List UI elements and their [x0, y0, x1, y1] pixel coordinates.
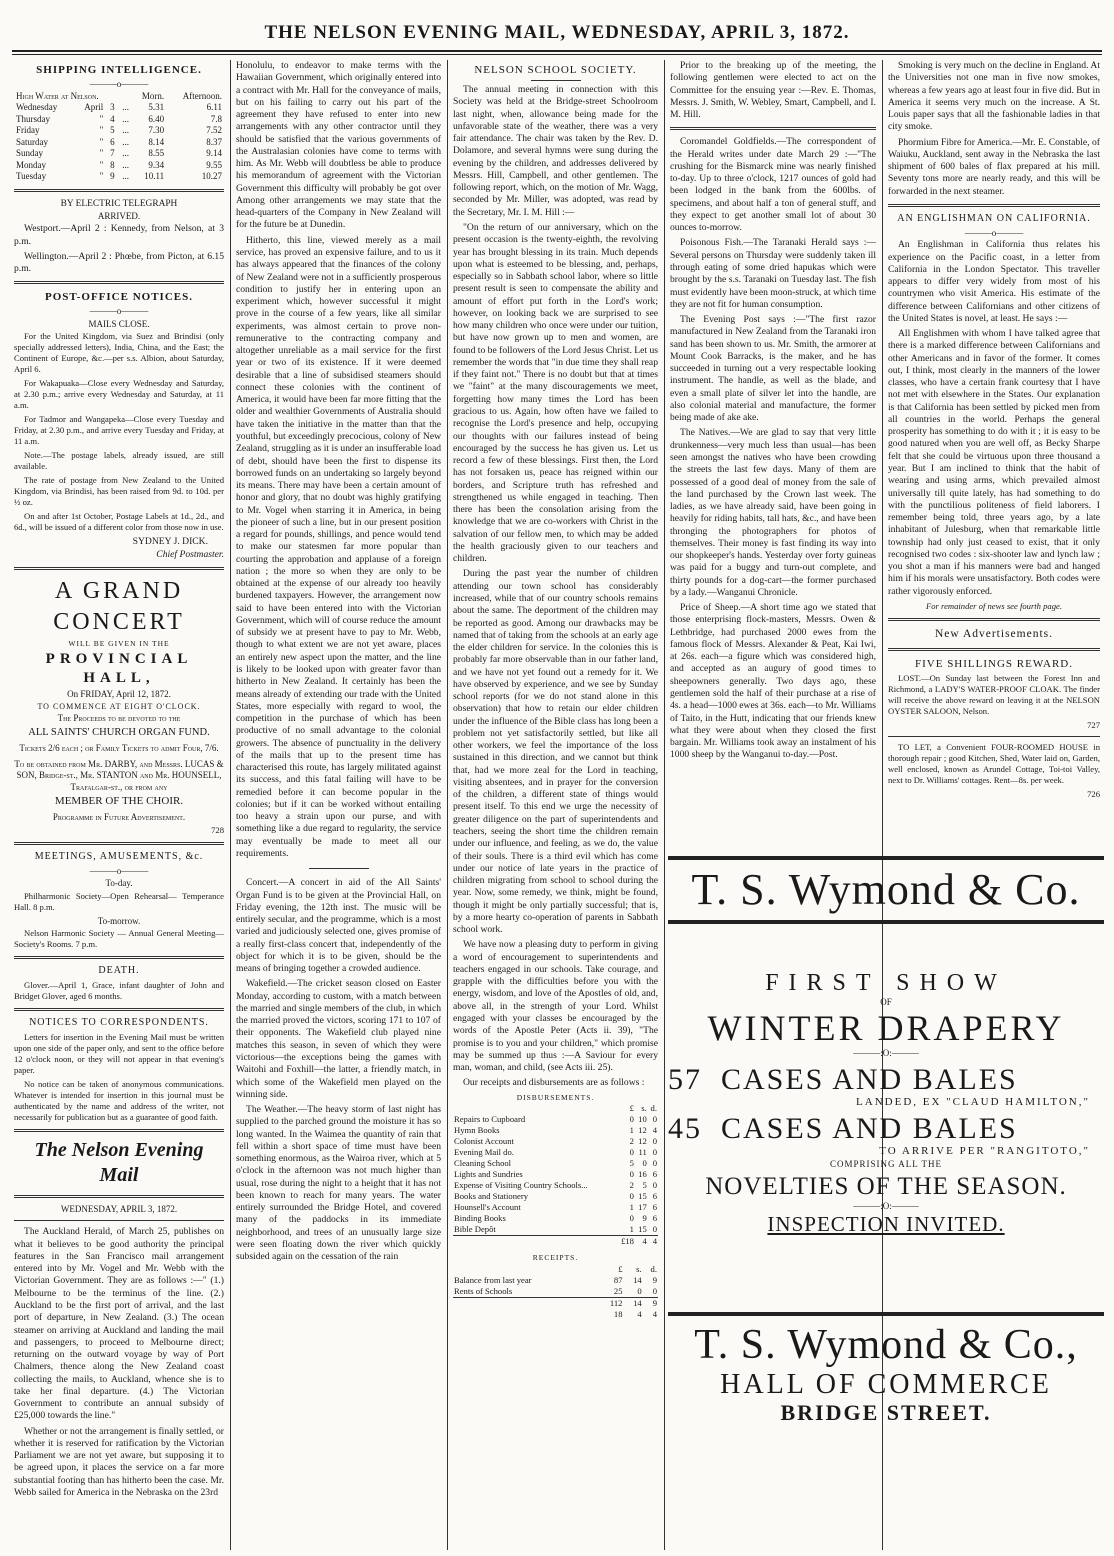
table-cell: Bible Depôt [454, 1224, 496, 1235]
total-cell: 112 [609, 1297, 623, 1308]
table-cell: ... [122, 102, 130, 113]
concert-time: TO COMMENCE AT EIGHT O'CLOCK. [37, 701, 201, 711]
lsd-label: £ [629, 1103, 634, 1114]
receipt-row [453, 1275, 658, 1286]
column-divider [447, 60, 448, 1550]
disbursements-table [453, 1103, 658, 1247]
ad-comprising: COMPRISING ALL THE [829, 1159, 942, 1170]
table-cell: Saturday [16, 136, 48, 147]
school-society-heading: NELSON SCHOOL SOCIETY. [474, 64, 637, 76]
disbursement-row [453, 1158, 658, 1169]
table-cell: 3 [110, 102, 115, 113]
divider [531, 80, 581, 81]
page-masthead: THE NELSON EVENING MAIL, WEDNESDAY, APRIL 3, 1872. [264, 22, 850, 43]
table-cell: 0 [652, 1224, 657, 1235]
spacer [453, 1309, 597, 1320]
concert-programme: Programme in Future Advertisement. [52, 812, 186, 823]
ad-firm-name: T. S. Wymond & Co. [691, 865, 1081, 914]
table-cell: Thursday [16, 113, 50, 124]
disbursement-row [453, 1191, 658, 1202]
table-cell: 0 [652, 1158, 657, 1169]
table-cell: " [99, 171, 104, 182]
divider [670, 127, 876, 130]
tide-rows [14, 102, 224, 183]
tide-row [14, 160, 224, 172]
table-cell: 7 [110, 148, 115, 159]
wellington-notice: Wellington.—April 2 : Phœbe, from Picton, at 6.15 p.m. [14, 250, 224, 275]
table-cell: 9 [110, 171, 115, 182]
table-cell: 4 [110, 113, 115, 124]
news-item-smoking: Smoking is very much on the decline in England. At the Universities not one man in five now smokes, whereas a few years ago at least four in five did. But in America it seems very much on the increase. A St. Louis paper says that all the fashionable ladies in that city smoke. [888, 60, 1100, 133]
table-cell: 7.30 [148, 125, 165, 136]
table-cell: Hymn Books [454, 1125, 500, 1136]
concert-obtained: To be obtained from Mr. DARBY, and Messrs. LUCAS & SON, Bridge-st., Mr. STANTON and Mr. HOUNSELL, Trafalgar-st., or from any [14, 758, 224, 792]
post-note: On and after 1st October, Postage Labels at 1d., 2d., and 6d., will be issued of a different color from those now in use. [14, 511, 224, 533]
receipt-row [453, 1286, 658, 1298]
table-cell: 9.55 [206, 159, 222, 170]
table-cell: ... [122, 148, 130, 159]
paper-date: WEDNESDAY, APRIL 3, 1872. [60, 1203, 178, 1214]
tide-table [14, 91, 224, 183]
concert-fund: ALL SAINTS' CHURCH ORGAN FUND. [28, 726, 210, 738]
table-cell: 12 [638, 1125, 647, 1136]
column-3 [453, 60, 658, 1550]
ad-line-57 [668, 1063, 1104, 1096]
table-cell: 10.11 [144, 171, 165, 182]
death-notice: Glover.—April 1, Grace, infant daughter of John and Bridget Glover, aged 6 months. [14, 979, 224, 1001]
disbursement-row [453, 1114, 658, 1125]
tide-header: Afternoon. [182, 90, 222, 101]
california-paragraph: An Englishman in California thus relates his experience on the Pacific coast, in a letter from California in the London Spectator. This traveller appears to differ very widely from most of his countrymen who visit America. His estimate of the difference between Californians and other citizens of the United States is novel, at least. He says :— [888, 239, 1100, 324]
reward-heading: FIVE SHILLINGS REWARD. [915, 657, 1073, 670]
post-note: The rate of postage from New Zealand to the United Kingdom, via Brindisi, has been raised from 9d. to 10d. per ½ oz. [14, 475, 224, 508]
tide-row [14, 125, 224, 137]
table-cell: Rents of Schools [454, 1285, 513, 1296]
shipping-heading: SHIPPING INTELLIGENCE. [36, 64, 202, 76]
column-2 [236, 60, 441, 1550]
report-paragraph: Our receipts and disbursements are as follows : [463, 1077, 645, 1089]
table-cell: 10 [638, 1114, 647, 1125]
table-cell: 5 [642, 1180, 647, 1191]
table-cell: Balance from last year [454, 1274, 532, 1285]
table-cell: 0 [629, 1147, 634, 1158]
table-cell: 0 [629, 1114, 634, 1125]
table-cell: 0 [642, 1158, 647, 1169]
lsd-label: s. [636, 1263, 642, 1274]
table-cell: 6.40 [148, 113, 165, 124]
table-cell: 0 [652, 1136, 657, 1147]
table-cell: 11 [638, 1147, 647, 1158]
table-cell: 16 [638, 1169, 647, 1180]
total-cell: 4 [637, 1308, 642, 1319]
table-cell: Hounsell's Account [454, 1202, 521, 1213]
table-cell: 7.8 [210, 113, 222, 124]
table-cell: Colonist Account [454, 1136, 514, 1147]
death-heading: DEATH. [98, 965, 140, 977]
lsd-label: d. [650, 1263, 657, 1274]
meeting-item: Nelson Harmonic Society — Annual General Meeting—Society's Rooms. 7 p.m. [14, 928, 224, 950]
mails-close-label: MAILS CLOSE. [88, 318, 150, 329]
news-item-phormium: Phormium Fibre for America.—Mr. E. Constable, of Waiuku, Auckland, sent away in the Nebraska the last shipment of 600 bales of flax prepared at his mill. Seventy tons more are nearly ready, and this will be forwarded in the next steamer. [888, 136, 1100, 197]
divider [888, 648, 1100, 651]
news-item-sheep: Price of Sheep.—A short time ago we stated that those enterprising flock-masters, Messrs. Owen & Lethbridge, had purchased 2000 ewes from the famous flock of Messrs. Alexander & Peat, Kai Iwi, at 26s. each—a figure which was considered high, and accepted as an augury of good times to sheepowners generally. Two days ago, these gentlemen sold the half of their purchase at a rise of 4s. a head—1000 ewes at 36s. each—to Mr. Williams of Taito, in the Hutt, indicating that our friends knew what they were about when they closed the first bargain. Mr. Williams took away an instalment of his 1000 sheep by the Wanganui to-day.—Post. [670, 602, 876, 761]
concert-hall: PROVINCIAL HALL, [45, 651, 193, 687]
news-paragraph: Prior to the breaking up of the meeting, the following gentlemen were elected to act on the Committee for the ensuing year :—Rev. E. Thomas, Messrs. J. Smith, W. Webley, Smart, Campbell, and I. M. Hill. [670, 60, 876, 121]
tide-row [14, 114, 224, 126]
leader-paragraph: The Auckland Herald, of March 25, publishes on what it believes to be good authority the principal features in the San Francisco mail arrangement entered into by Mr. Vogel and Mr. Webb with the Victorian Government. They are as follows :—" (1.) Melbourne to be the terminus of the line. (2.) Auckland to be the first port of arrival, and the last port of departure, in New Zealand. (3.) The ocean steamer on arriving at Auckland and landing the mail and passengers, to proceed to Melbourne direct; returning on the outward voyage by way of Port Chalmers, thence along the New Zealand coast collecting the mails, to Auckland, whence she is to take her final departure. (4.) The Victorian Government to contribute an annual subsidy of £25,000 towards the line." [14, 1226, 224, 1422]
ad-of: OF [880, 996, 892, 1007]
table-cell: 6 [652, 1169, 657, 1180]
correspondents-notice: No notice can be taken of anonymous communications. Whatever is intended for insertion in this journal must be authenticated by the name and address of the writer, not necessarily for publication but as a guarantee of good faith. [14, 1078, 224, 1122]
table-cell: 12 [638, 1136, 647, 1147]
california-heading: AN ENGLISHMAN ON CALIFORNIA. [897, 212, 1091, 224]
leader-paragraph: Whether or not the arrangement is finally settled, or whether it is reserved for ratification by the Victorian Parliament we are not yet aware, but supposing it to be agreed upon, it places the service on a far more substantial footing than has hitherto been the case. Mr. Webb sailed for America in the Nebraska on the 23rd [14, 1425, 224, 1498]
separator: ———o——— [89, 306, 149, 317]
ad-separator: ———:O:——— [853, 1048, 919, 1059]
disbursement-row [453, 1125, 658, 1136]
receipt-total [453, 1297, 658, 1309]
ad-spacer [668, 930, 1104, 970]
table-cell: 4 [652, 1125, 657, 1136]
table-cell: 9 [652, 1274, 657, 1285]
post-office-heading: POST-OFFICE NOTICES. [45, 291, 193, 304]
table-cell: 8.37 [206, 136, 222, 147]
ad-bridge-street: BRIDGE STREET. [780, 1399, 992, 1425]
table-cell: Binding Books [454, 1213, 506, 1224]
ad-rule [668, 920, 1104, 924]
california-paragraph: All Englishmen with whom I have talked agree that there is a marked difference between Californians and other Americans and in favor of the former. It comes out, I think, most clearly in the manners of the lower classes, who have a certain frank courtesy that I have not met with elsewhere in the States. Our explanation is that California has been settled by picked men from all countries in the world. Perhaps the general prosperity has something to do with it ; it is easy to be good natured when you are well off, as Becky Sharpe felt that she could be virtuous upon three thousand a year. But I am inclined to think that the habit of wearing and using arms, which prevailed almost universally till quite lately, has had something to do with the punctilious politeness of field laborers. I remember being told, three years ago, by a late inhabitant of Julesburg, when that remarkable little township had only just ceased to exist, that it only recognised two codes : six-shooter law and lynch law ; you shot a man if his manners were bad and hanged him if his morals were unsatisfactory. Both codes were rather vigorously enforced. [888, 328, 1100, 597]
table-cell: Tuesday [16, 171, 47, 182]
table-cell: 7.52 [206, 125, 222, 136]
divider [888, 204, 1100, 207]
remainder-note: For remainder of news see fourth page. [926, 600, 1062, 611]
table-cell: 6 [652, 1202, 657, 1213]
news-item-concert: Concert.—A concert in aid of the All Saints' Organ Fund is to be given at the Provincial Hall, on Friday evening, the 12th inst. The music will be entirely secular, and the programme, which is a most varied and judiciously selected one, gives promise of a really first-class concert that, independently of the object for which it is to be given, should be the means of bringing together a crowded audience. [236, 877, 441, 975]
divider [888, 736, 1100, 737]
news-item-fish: Poisonous Fish.—The Taranaki Herald says :—Several persons on Thursday were suddenly taken ill through eating of some dried hapukas which were brought by the s.s. Taranaki on Tuesday last. The fish must evidently have been moon-struck, at which time they are not fit for human consumption. [670, 237, 876, 310]
correspondents-notice: Letters for insertion in the Evening Mail must be written upon one side of the paper only, and sent to the office before 12 o'clock noon, or they will not appear in that evening's paper. [14, 1031, 224, 1075]
table-cell: Repairs to Cupboard [454, 1114, 526, 1125]
signature-title: Chief Postmaster. [156, 548, 224, 560]
ad-hall: HALL OF COMMERCE [720, 1368, 1052, 1400]
receipt-less [453, 1309, 658, 1320]
tide-header-row [14, 91, 224, 103]
table-cell: 15 [638, 1191, 647, 1202]
post-notice: For Tadmor and Wangapeka—Close every Tuesday and Friday, at 2.30 p.m., and arrive every Tuesday and Friday, at 11 a.m. [14, 414, 224, 447]
concert-member: MEMBER OF THE CHOIR. [54, 795, 184, 808]
table-cell: Friday [16, 125, 40, 136]
spacer [453, 1103, 617, 1114]
arrived-label: ARRIVED. [97, 210, 141, 221]
ad-novelties: NOVELTIES OF THE SEASON. [705, 1173, 1067, 1201]
table-cell: Sunday [16, 148, 43, 159]
disbursement-row [453, 1202, 658, 1213]
table-cell: 10.27 [201, 171, 222, 182]
table-cell: Evening Mail do. [454, 1147, 514, 1158]
news-item-razor: The Evening Post says :—"The first razor manufactured in New Zealand from the Taranaki iron sand has been shown to us. Mr. Smith, the armorer at Mount Cook Barracks, is the maker, and he has succeeded in turning out a very respectable looking instrument. The handle, as well as the blade, and even a small plate of silver let into the handle, are also colonial material and manufacture, the former being made of ake ake. [670, 314, 876, 424]
ad-count: 45 [668, 1112, 702, 1146]
table-cell: Expense of Visiting Country Schools... [454, 1180, 588, 1191]
lost-notice: LOST.—On Sunday last between the Forest Inn and Richmond, a LADY'S WATER-PROOF CLOAK. The finder will receive the above reward on leaving it at the NELSON OYSTER SALOON, Nelson. [888, 672, 1100, 716]
column-divider [664, 60, 665, 1550]
disbursement-row [453, 1224, 658, 1236]
table-cell: ... [122, 125, 130, 136]
ad-inspection: INSPECTION INVITED. [767, 1211, 1005, 1236]
total-cell: 9 [652, 1297, 657, 1308]
correspondents-heading: NOTICES TO CORRESPONDENTS. [29, 1016, 209, 1028]
disbursement-row [453, 1213, 658, 1224]
divider [14, 1220, 224, 1221]
table-cell: 0 [652, 1180, 657, 1191]
leader-paragraph: Hitherto, this line, viewed merely as a mail service, has proved an expensive failure, and to us it has always appeared that the finances of the colony of New Zealand were not in a sufficiently prosperous condition to justify her in entering upon an experiment which, however successful it might prove in the course of a few years, like all similar experiments, was almost certain to prove non-remunerative to the contracting company and altogether unreliable as a mail service for the first year or two of its existence. If it were deemed desirable that a line of subsidised steamers should connect these colonies with the continent of America, it would have been far more fitting that the older and wealthier Governments of Australia should have taken the initiative in the matter than that the youthful, but exceedingly precocious, colony of New Zealand, struggling as it is under an insufferable load of debt, should have been the first to dispense its borrowed funds on an undertaking so largely beyond its means. There may have been a certain amount of honor and glory, that no doubt was highly gratifying to Mr. Vogel when starring it in America, in being the pioneer of such a line, but in our present position a regard for pounds, shillings, and pence would tend to make our statesmen far more popular than courting the approbation and applause of a foreign nation ; the more so when they are only to be obtained at the expense of our already too heavily burdened taxpayers. However, the arrangement now said to have been entered into with the Victorian Government, which will of course reduce the amount of subsidy we at present have to pay to Mr. Webb, though to what extent we are not yet aware, places an entirely new aspect upon the matter, and the line is likely to be looked upon with greater favor than hitherto in New Zealand. It certainly has been the means already of extending our trade with the United States, more especially with regard to wool, the competition in the purchase of which has been productive of no small advantage to the colonial growers. The absence of punctuality in the delivery of the mails that up to the present time has characterised this route, has largely militated against its success, and this fatal failing will have to be remedied before it can become popular in the colonies; but if it can be worked without entailing too heavy a strain upon our purse, and with something like a due regard to regularity, the service may eventually be made to meet all our requirements. [236, 234, 441, 859]
table-cell: ... [122, 136, 130, 147]
table-cell: 1 [629, 1125, 634, 1136]
receipts-table [453, 1264, 658, 1320]
table-cell: " [99, 148, 104, 159]
table-cell: " [99, 125, 104, 136]
disbursement-total [453, 1236, 658, 1248]
table-cell: 5.31 [148, 102, 165, 113]
table-cell: 14 [633, 1274, 642, 1285]
drapery-advertisement [668, 850, 1104, 1545]
report-paragraph: "On the return of our anniversary, which on the present occasion is the twenty-eighth, the revolving year has brought blessing in its train. Much depends upon what is esteemed to be blessing, and, perhaps, especially so in Sabbath school labor, where so little present result is seen to compensate the ability and amount of effort put forth in the Lord's work; however, on looking back we are surprised to see how many children who once were under our tuition, but have now grown up to men and women, are found to be followers of the Lord Jesus Christ. Let us remember the words that "in due time they shall reap if they faint not." There is no doubt but that at times we "faint" at the many discouragements we meet, forgetting how many times the Lord has been gracious to us. Again, how often have we failed to recognise the Lord's presence and help, occupying our thoughts with our failures instead of being encouraged by the success he has given us. Let us record a few of these blessings. First then, the Lord has not forsaken us, peace has reigned within our borders, and Scripture truth has refreshed and strengthened us while engaged in teaching. Then there has been the consolation arising from the knowledge that we are co-workers with Christ in the salvation of our fellow men, to which may be added the health graciously given to our teachers and children. [453, 222, 658, 565]
meetings-heading: MEETINGS, AMUSEMENTS, &c. [34, 850, 204, 862]
report-paragraph: The annual meeting in connection with this Society was held at the Bridge-street Schoolroom last night, when, allowance being made for the unfavorable state of the weather, there was a very fair attendance. The chair was taken by the Rev. D. Dolamore, and several hymns were sung during the evening by the children, and addresses delivered by Messrs. Hill, Campbell, and other gentlemen. The following report, which, on the motion of Mr. Wagg, seconded by Mr. Miller, was adopted, was read by the Secretary, Mr. I. M. Hill :— [453, 84, 658, 218]
table-cell: 5 [629, 1158, 634, 1169]
column-1 [14, 60, 224, 1550]
signature: SYDNEY J. DICK. [132, 536, 208, 548]
news-item-goldfields: Coromandel Goldfields.—The correspondent of the Herald writes under date March 29 :—"The crushing for the Bismarck mine was nearly finished to-day. Up to three o'clock, 1217 ounces of gold had been lodged in the bank from the 600lbs. of specimens, and about half a ton of general stuff, and they expect to get another small lot of about 30 ounces to-morrow. [670, 136, 876, 234]
ad-arrive: TO ARRIVE PER "RANGITOTO," [879, 1145, 1090, 1158]
column-divider [230, 60, 231, 1550]
table-cell: " [99, 113, 104, 124]
ad-winter-drapery: WINTER DRAPERY [707, 1007, 1065, 1048]
lsd-header [453, 1264, 658, 1275]
table-cell: 1 [629, 1202, 634, 1213]
concert-tickets: Tickets 2/6 each ; or Family Tickets to admit Four, 7/6. [19, 743, 219, 754]
today-label: To-day. [105, 878, 133, 889]
telegraph-heading: BY ELECTRIC TELEGRAPH [60, 198, 178, 209]
new-ads-heading: New Advertisements. [934, 627, 1053, 640]
post-notice: For the United Kingdom, via Suez and Brindisi (only specially addressed letters), India, China, and the East; the Continent of Europe, &c.—per s.s. Albion, about Saturday, April 6. [14, 331, 224, 375]
table-cell: 8 [110, 159, 115, 170]
tide-row [14, 137, 224, 149]
table-cell: ... [122, 159, 130, 170]
divider [309, 868, 369, 869]
ad-first-show: FIRST SHOW [765, 970, 1007, 997]
table-cell: ... [122, 113, 130, 124]
ad-cases: CASES AND BALES [721, 1063, 1018, 1097]
ad-rule [668, 856, 1104, 860]
divider [14, 281, 224, 284]
total-cell: 14 [633, 1297, 642, 1308]
lsd-label: s. [641, 1103, 647, 1114]
total-cell: 4 [652, 1236, 657, 1247]
table-cell: 8.14 [148, 136, 165, 147]
spacer [453, 1264, 597, 1275]
news-item-natives: The Natives.—We are glad to say that very little drunkenness—very much less than usual—has been seen amongst the natives who have been crowding the streets the last few days. Many of them are possessed of a good deal of money from the sale of the land purchased by the Crown last week. The ladies, as we have already said, have been going in heavily for riding habits, tall hats, &c., and have been thronging the photographers for photos of themselves. Their money is fast finding its way into our shopkeeper's hands. Yesterday over forty guineas was paid for a buggy and turn-out complete, and thirty pounds for a dog-cart—the former purchased by a lady.—Wanganui Chronicle. [670, 427, 876, 598]
disbursement-rows [453, 1114, 658, 1236]
lsd-label: £ [618, 1263, 623, 1274]
disbursement-row [453, 1136, 658, 1147]
concert-title: A GRAND CONCERT [53, 577, 185, 635]
divider [14, 1008, 224, 1011]
tide-header: Morn. [141, 90, 165, 101]
news-item-weather: The Weather.—The heavy storm of last night has supplied to the parched ground the moisture it has so long wanted. In the Waimea the quantity of rain that fell within a short space of time must have been something enormous, as the Wairoa river, which at 5 o'clock in the afternoon was not much higher than usual, rose during the night to a height that it has not been known to reach for many years. The water entirely surrounded the Bridge Hotel, and covered many of the paddocks in its immediate neighborhood, and trees of an unusually large size were seen floating down the river which quickly subsided again on the cessation of the rain [236, 1104, 441, 1263]
table-cell: ... [122, 171, 130, 182]
table-cell: 5 [110, 125, 115, 136]
table-cell: 0 [629, 1169, 634, 1180]
total-cell: 18 [613, 1308, 623, 1319]
leader-paragraph: Honolulu, to endeavor to make terms with the Hawaiian Government, which originally entered into a contract with Mr. Hall for the conveyance of mails, but on his failing to carry out his part of the agreement they have refused to enter into new arrangements with any other contractor until they should be satisfied that the various governments of the Australasian colonies have come to terms with him. As Mr. Webb will doubtless be able to produce his memorandum of agreement with the Victorian Government this difficulty will probably be got over Among other arrangements we may state that the head-quarters of the Company in New Zealand will for the future be at Dunedin. [236, 60, 441, 231]
table-cell: 25 [613, 1285, 623, 1296]
post-notice: For Wakapuaka—Close every Wednesday and Saturday, at 2.30 p.m.; arrive every Wednesday and Saturday, at 11 a.m. [14, 378, 224, 411]
concert-given: WILL BE GIVEN IN THE [68, 639, 170, 649]
spacer [453, 1236, 617, 1248]
receipt-rows [453, 1275, 658, 1298]
table-cell: 17 [638, 1202, 647, 1213]
tide-row [14, 171, 224, 183]
to-let-notice: TO LET, a Convenient FOUR-ROOMED HOUSE in thorough repair ; good Kitchen, Shed, Water laid on, Garden, well enclosed, known as Arundel Cottage, Toi-toi Valley, next to Dr. Williams' cottages. Rent—8s. per week. [888, 741, 1100, 785]
table-cell: April [84, 102, 104, 113]
divider [14, 842, 224, 845]
disbursement-row [453, 1180, 658, 1191]
divider [14, 956, 224, 959]
table-cell: 2 [629, 1180, 634, 1191]
disbursements-heading: DISBURSEMENTS. [516, 1092, 595, 1102]
separator: ———o——— [89, 79, 149, 90]
meeting-item: Philharmonic Society—Open Rehearsal— Temperance Hall. 8 p.m. [14, 890, 224, 912]
tide-row [14, 148, 224, 160]
total-cell: £18 [621, 1236, 634, 1247]
divider [14, 1129, 224, 1132]
ad-rule [668, 1312, 1104, 1316]
table-cell: 0 [637, 1285, 642, 1296]
table-cell: 9.14 [206, 148, 222, 159]
divider [14, 567, 224, 570]
westport-notice: Westport.—April 2 : Kennedy, from Nelson, at 3 p.m. [14, 223, 224, 247]
ad-separator: ———:O:——— [853, 1200, 919, 1211]
divider [14, 1195, 224, 1198]
table-cell: Books and Stationery [454, 1191, 528, 1202]
divider [14, 189, 224, 192]
report-paragraph: We have now a pleasing duty to perform in giving a word of encouragement to superintendents and teachers engaged in our schools. Take courage, and grapple with the difficulties before you with the energy, wisdom, and love of the Apostles of old, and, above all, in the strength of your Lord. Whilst engaged with your classes be encouraged by the words of the Apostle Peter (Acts ii. 39), "The promise is to you and your children," which promise may be summed up thus :—A Saviour for every man, woman, and child, (see Acts iii. 25). [453, 939, 658, 1074]
total-cell: 4 [652, 1308, 657, 1319]
column-5 [888, 60, 1100, 845]
disbursement-row [453, 1169, 658, 1180]
disbursement-row [453, 1147, 658, 1158]
table-cell: Monday [16, 159, 46, 170]
table-cell: Cleaning School [454, 1158, 512, 1169]
table-cell: 6 [110, 136, 115, 147]
ad-spacer [668, 1236, 1104, 1306]
concert-proceeds: The Proceeds to be devoted to the [57, 713, 181, 724]
ad-number: 727 [1087, 719, 1100, 730]
paper-title: The Nelson Evening Mail [34, 1138, 204, 1187]
concert-date: On FRIDAY, April 12, 1872. [67, 689, 171, 700]
table-cell: 0 [652, 1147, 657, 1158]
ad-landed: LANDED, EX "CLAUD HAMILTON," [856, 1096, 1090, 1109]
table-cell: 87 [613, 1274, 623, 1285]
spacer [453, 1297, 597, 1309]
table-cell: 1 [629, 1224, 634, 1235]
table-cell: " [99, 159, 104, 170]
table-cell: Wednesday [16, 102, 58, 113]
total-cell: 4 [642, 1236, 647, 1247]
table-cell: 0 [652, 1114, 657, 1125]
table-cell: " [99, 136, 104, 147]
post-note: Note.—The postage labels, already issued, are still available. [14, 450, 224, 472]
column-4 [670, 60, 876, 845]
news-item-wakefield: Wakefield.—The cricket season closed on Easter Monday, according to custom, with a match between the married and single members of the club, in which the married proved the victors, scoring 171 to 107 of their opponents. The Wakefield club played nine matches this season, in seven of which they were victorious—the exceptions being the games with Waitohi and Foxhill—the latter, a friendly match, in which some of the Wakefield men played on the winning side. [236, 978, 441, 1100]
table-cell: 0 [629, 1213, 634, 1224]
table-cell: Lights and Sundries [454, 1169, 523, 1180]
table-cell: 6 [652, 1213, 657, 1224]
separator: ———o——— [964, 227, 1024, 238]
tide-row [14, 102, 224, 114]
table-cell: 9 [642, 1213, 647, 1224]
table-cell: 8.55 [148, 148, 165, 159]
separator: ———o——— [89, 865, 149, 876]
ad-cases: CASES AND BALES [721, 1112, 1018, 1146]
table-cell: 0 [629, 1191, 634, 1202]
tide-header: High Water at Nelson. [16, 90, 99, 101]
divider [888, 618, 1100, 621]
table-cell: 15 [638, 1224, 647, 1235]
table-cell: 6 [652, 1191, 657, 1202]
ad-firm-name: T. S. Wymond & Co., [694, 1321, 1078, 1368]
masthead-rule [12, 50, 1102, 55]
tomorrow-label: To-morrow. [97, 915, 141, 926]
lsd-header [453, 1103, 658, 1114]
table-cell: 9.34 [148, 159, 165, 170]
receipts-heading: RECEIPTS. [532, 1253, 579, 1263]
ad-number: 726 [1087, 788, 1100, 799]
ad-number: 728 [211, 824, 224, 835]
table-cell: 2 [629, 1136, 634, 1147]
report-paragraph: During the past year the number of children attending our town school has considerably increased, while that of our country schools remains about the same. The deportment of the children may be reported as good. Among our drawbacks may be named that of taking from the schools at an early age the elder children for service. In the colonies this is probably far more observable than in our father land, and we have not yet found out a remedy for it. We have observed by experience, and we see by Sunday school reports (for we do not stand alone in this observation) that how to retain our elder children under the influence of the Bible class has long been a problem not yet satisfactorily settled, but like all other workers, we feel the importance of the loss sustained in this direction, and we cannot but think that, had we more zeal for the Lord in teaching, visiting absentees, and in prayer for the conversion of the children, a different state of things would present itself. To this end we urge the necessity of greater diligence on the part of superintendents and teachers, seeing the short time the children remain under our influence, and feeling, as we do, the value of their souls. There is a third evil which has come under our notice of late years in the practice of children migrating from school to school during the year. Now, some remedy, we think, might be found, though it might be only partially successful; that is, by a more hearty co-operation of parents in Sabbath school work. [453, 568, 658, 936]
lsd-label: d. [650, 1103, 657, 1114]
table-cell: 0 [652, 1285, 657, 1296]
ad-line-45 [668, 1112, 1104, 1145]
table-cell: 6.11 [206, 102, 222, 113]
ad-count: 57 [668, 1063, 702, 1097]
